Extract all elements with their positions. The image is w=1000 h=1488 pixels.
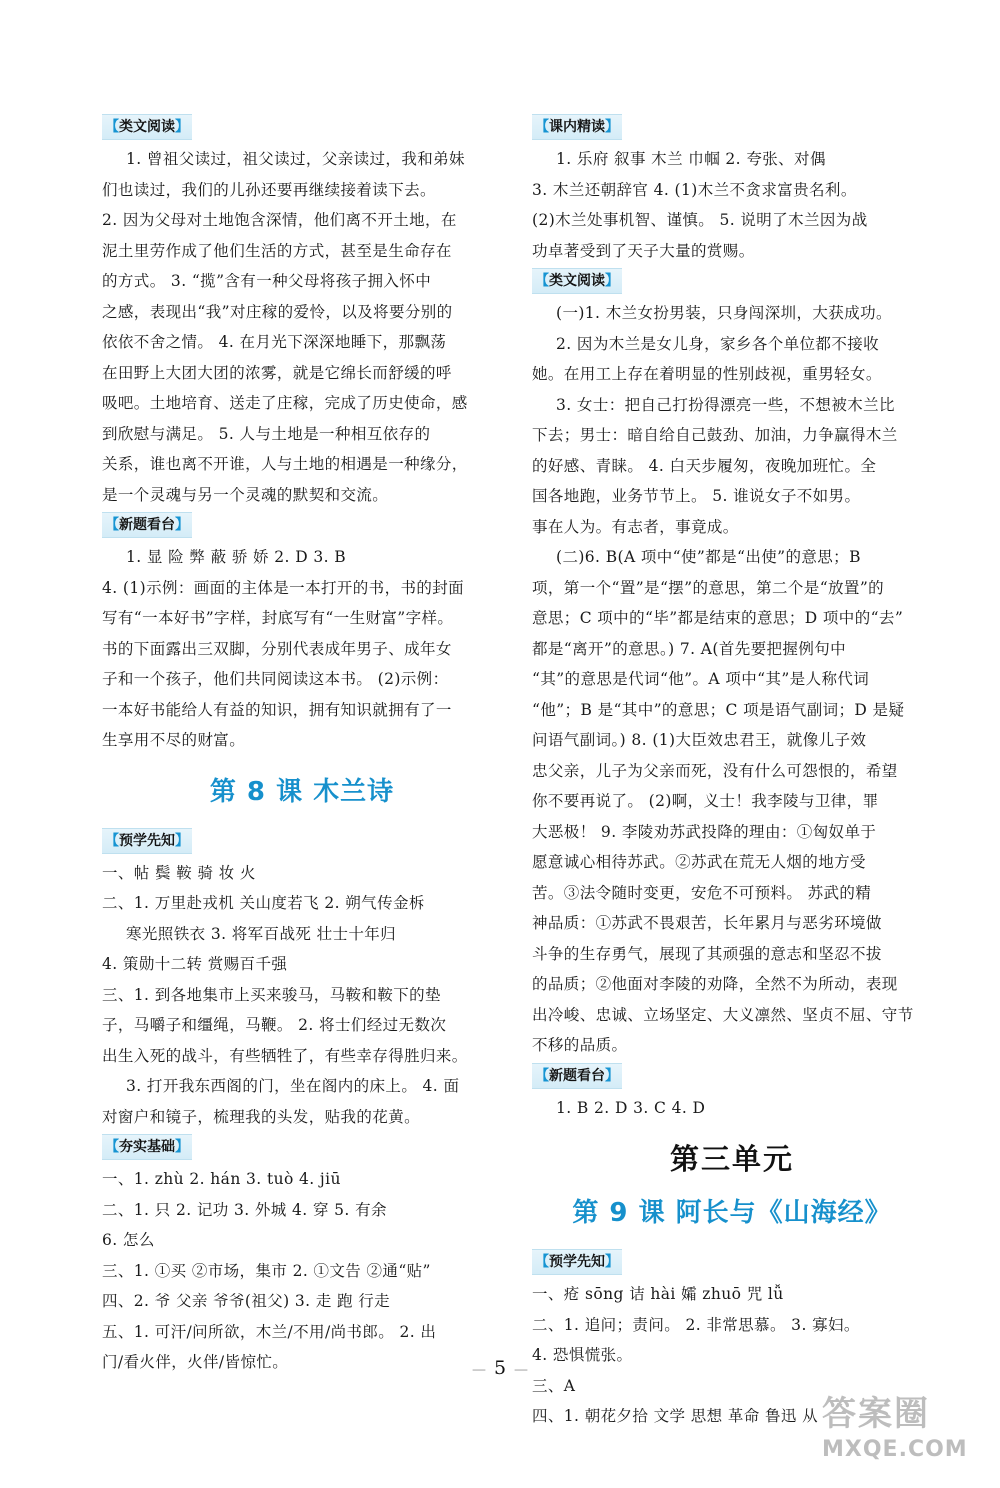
answer-line: 的品质；②他面对李陵的劝降，全然不为所动，表现 [532, 975, 898, 993]
section-tag: 【新题看台】 [102, 512, 192, 538]
page-number-value: 5 [493, 1357, 507, 1379]
answer-line: 一、帖 鬓 鞍 骑 妆 火 [102, 863, 256, 882]
section-preview [102, 826, 502, 1133]
answer-line: 一本好书能给人有益的知识，拥有知识就拥有了一 [102, 700, 452, 719]
lesson-8-title: 第 8 课 木兰诗 [209, 776, 395, 807]
answer-line: 门/看火伴，火伴/皆惊忙。 [102, 1353, 289, 1371]
answer-line: 3. 打开我东西阁的门，坐在阁内的床上。 4. 面 [126, 1077, 460, 1095]
answer-line: 在田野上大团大团的浓雾，就是它绵长而舒缓的呼 [102, 363, 452, 382]
answer-line: 1. B 2. D 3. C 4. D [556, 1098, 706, 1117]
answer-line: 四、2. 爷 父亲 爷爷(祖父) 3. 走 跑 行走 [102, 1292, 391, 1310]
answer-line: 一、疮 sōng 诘 hài 孀 zhuō 咒 lǚ [532, 1285, 784, 1303]
page-number [0, 1357, 1000, 1379]
answer-line: 对窗户和镜子，梳理我的头发，贴我的花黄。 [102, 1107, 421, 1126]
watermark-url: MXQE.COM [822, 1437, 968, 1462]
watermark [822, 1392, 982, 1472]
answer-line: “其”的意思是代词“他”。A 项中“其”是人称代词 [532, 670, 870, 688]
answer-line: 国各地跑，业务节节上。 5. 谁说女子不如男。 [532, 487, 861, 505]
section-tag: 【课内精读】 [532, 114, 622, 140]
answer-line: 三、A [532, 1376, 576, 1395]
answer-line: 出冷峻、忠诚、立场坚定、大义凛然、坚贞不屈、守节 [532, 1005, 914, 1024]
answer-line: “他”；B 是“其中”的意思；C 项是语气副词；D 是疑 [532, 700, 905, 719]
section-new-questions [102, 510, 502, 756]
answer-line: 是一个灵魂与另一个灵魂的默契和交流。 [102, 485, 389, 504]
answer-line: 4. (1)示例：画面的主体是一本打开的书，书的封面 [102, 578, 465, 597]
section-tag: 【类文阅读】 [102, 114, 192, 140]
answer-line: 三、1. ①买 ②市场，集市 2. ①文告 ②通“贴” [102, 1261, 431, 1280]
answer-line: 问语气副词。) 8. (1)大臣效忠君王，就像儿子效 [532, 731, 867, 749]
answer-line: 她。在用工上存在着明显的性别歧视，重男轻女。 [532, 365, 882, 383]
answer-line: 事在人为。有志者，事竟成。 [532, 517, 739, 536]
answer-line: 6. 怎么 [102, 1231, 155, 1249]
answer-line: 依依不舍之情。 4. 在月光下深深地睡下，那飘荡 [102, 333, 447, 351]
answer-line: 愿意诚心相待苏武。②苏武在荒无人烟的地方受 [532, 853, 866, 871]
answer-line: 忠父亲，儿子为父亲而死，没有什么可怨恨的，希望 [532, 761, 898, 780]
section-new-questions [532, 1061, 932, 1124]
section-tag: 【预学先知】 [102, 828, 192, 854]
answer-line: 的好感、青睐。 4. 白天步履匆，夜晚加班忙。全 [532, 456, 877, 475]
answer-line: 的方式。 3. “揽”含有一种父母将孩子拥入怀中 [102, 272, 432, 290]
answer-line: 二、1. 只 2. 记功 3. 外城 4. 穿 5. 有余 [102, 1200, 387, 1219]
section-tag: 【类文阅读】 [532, 268, 622, 294]
answer-line: 1. 乐府 叙事 木兰 巾帼 2. 夸张、对偶 [556, 150, 826, 168]
answer-line: 神品质：①苏武不畏艰苦，长年累月与恶劣环境做 [532, 914, 882, 932]
answer-line: (2)木兰处事机智、谨慎。 5. 说明了木兰因为战 [532, 211, 868, 229]
answer-line: 2. 因为木兰是女儿身，家乡各个单位都不接收 [556, 334, 880, 353]
answer-line: 写有“一本好书”字样，封底写有“一生财富”字样。 [102, 609, 454, 627]
section-tag: 【新题看台】 [532, 1063, 622, 1089]
answer-line: 到欣慰与满足。 5. 人与土地是一种相互依存的 [102, 424, 431, 443]
answer-line: (一)1. 木兰女扮男装，只身闯深圳，大获成功。 [556, 304, 892, 322]
section-close-reading [532, 112, 932, 266]
section-foundation [102, 1132, 502, 1378]
answer-line: 不移的品质。 [532, 1036, 628, 1054]
page-dash: — [514, 1362, 529, 1378]
section-tag: 【预学先知】 [532, 1249, 622, 1275]
answer-line: 们也读过，我们的儿孙还要再继续接着读下去。 [102, 180, 436, 199]
answer-line: 你不要再说了。 (2)啊，义士！我李陵与卫律，罪 [532, 792, 879, 810]
answer-line: 1. 显 险 弊 蔽 骄 娇 2. D 3. B [126, 548, 347, 566]
answer-line: 意思；C 项中的“毕”都是结束的意思；D 项中的“去” [532, 609, 904, 627]
answer-line: 大恶极！ 9. 李陵劝苏武投降的理由：①匈奴单于 [532, 822, 877, 841]
answer-line: 五、1. 可汗/问所欲，木兰/不用/尚书郎。 2. 出 [102, 1322, 437, 1341]
page-dash: — [471, 1362, 486, 1378]
answer-line: 泥土里劳作成了他们生活的方式，甚至是生命存在 [102, 241, 452, 260]
answer-line: 都是“离开”的意思。) 7. A(首先要把握例句中 [532, 639, 847, 658]
answer-line: 子，马嚼子和缰绳，马鞭。 2. 将士们经过无数次 [102, 1016, 447, 1034]
answer-line: 斗争的生存勇气，展现了其顽强的意志和坚忍不拔 [532, 944, 882, 963]
answer-line: 寒光照铁衣 3. 将军百战死 壮士十年归 [126, 924, 397, 943]
left-column [102, 112, 502, 1378]
lesson-9-title: 第 9 课 阿长与《山海经》 [572, 1198, 892, 1228]
answer-line: 三、1. 到各地集市上买来骏马，马鞍和鞍下的垫 [102, 985, 441, 1004]
answer-line: 四、1. 朝花夕拾 文学 思想 革命 鲁迅 从 [532, 1407, 819, 1425]
answer-line: 关系，谁也离不开谁，人与土地的相遇是一种缘分， [102, 455, 468, 473]
answer-line: 苦。③法令随时变更，安危不可预料。 苏武的精 [532, 883, 872, 902]
answer-line: 下去；男士：暗自给自己鼓劲、加油，力争赢得木兰 [532, 426, 898, 444]
answer-line: 之感，表现出“我”对庄稼的爱怜，以及将要分别的 [102, 302, 453, 321]
right-column [532, 112, 932, 1432]
answer-line: 二、1. 追问；责问。 2. 非常思慕。 3. 寡妇。 [532, 1315, 860, 1334]
answer-line: 4. 恐惧慌张。 [532, 1346, 633, 1364]
watermark-logo: 答案圈 [822, 1394, 930, 1434]
answer-line: 一、1. zhù 2. hán 3. tuò 4. jiū [102, 1170, 341, 1188]
unit-3-title: 第三单元 [669, 1142, 794, 1176]
answer-line: 项，第一个“置”是“摆”的意思，第二个是“放置”的 [532, 578, 885, 597]
answer-line: (二)6. B(A 项中“使”都是“出使”的意思；B [556, 548, 861, 566]
answer-line: 2. 因为父母对土地饱含深情，他们离不开土地，在 [102, 211, 457, 229]
answer-line: 吸吧。土地培育、送走了庄稼，完成了历史使命，感 [102, 394, 468, 412]
answer-line: 书的下面露出三双脚，分别代表成年男子、成年女 [102, 639, 452, 658]
answer-line: 功卓著受到了天子大量的赏赐。 [532, 241, 755, 260]
section-similar-reading [102, 112, 502, 510]
section-similar-reading [532, 266, 932, 1061]
answer-line: 3. 木兰还朝辞官 4. (1)木兰不贪求富贵名利。 [532, 180, 857, 199]
answer-line: 出生入死的战斗，有些牺牲了，有些幸存得胜归来。 [102, 1046, 468, 1065]
answer-line: 4. 策勋十二转 赏赐百千强 [102, 955, 288, 973]
answer-line: 3. 女士：把自己打扮得漂亮一些，不想被木兰比 [556, 395, 895, 414]
answer-line: 1. 曾祖父读过，祖父读过，父亲读过，我和弟妹 [126, 150, 465, 168]
answer-line: 二、1. 万里赴戎机 关山度若飞 2. 朔气传金柝 [102, 894, 425, 912]
answer-line: 生享用不尽的财富。 [102, 731, 246, 749]
section-tag: 【夯实基础】 [102, 1134, 192, 1160]
answer-line: 子和一个孩子，他们共同阅读这本书。 (2)示例： [102, 670, 449, 688]
